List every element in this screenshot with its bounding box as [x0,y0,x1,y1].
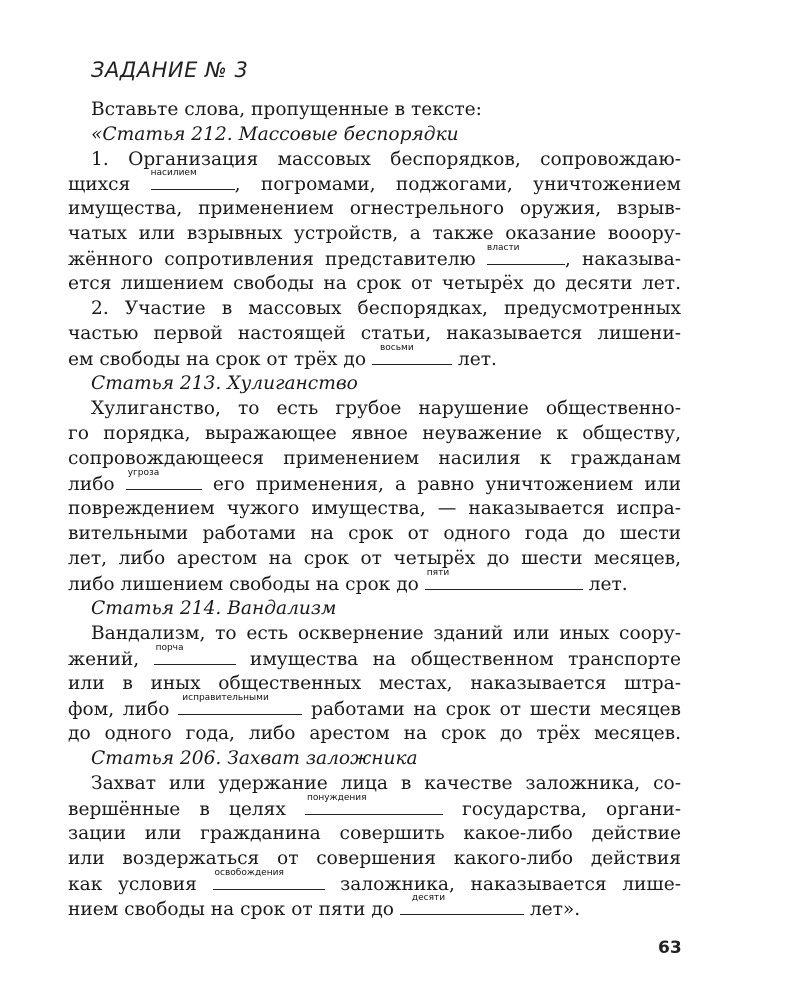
fill-in-blank[interactable] [425,568,583,590]
fill-in-blank[interactable] [178,693,302,715]
article-206-heading: Статья 206. Захват заложника [91,748,418,769]
article-213-line-7: лет, либо арестом на срок от четырёх до шести месяцев, [68,548,681,569]
article-212-line-1: 1. Организация массовых беспорядков, сопровождаю- [91,149,681,170]
instruction: Вставьте слова, пропущенные в тексте: [91,99,482,120]
handwritten-answer: восьми [379,343,414,353]
article-206-line-6: нием свободы на срок от пяти до десяти лет». [68,893,581,920]
article-212-line-6: ется лишением свободы на срок от четырёх до десяти лет. [68,273,681,294]
fill-in-blank[interactable] [213,868,325,890]
article-212-line-3: имущества, применением огнестрельного оружия, взрыв- [68,198,681,219]
handwritten-answer: пяти [426,568,450,578]
handwritten-answer: насилием [150,168,197,178]
article-212-line-8: частью первой настоящей статьи, наказывается лишени- [68,323,681,344]
article-213-line-3: сопровождающееся применением насилия к гражданам [68,448,681,469]
article-212-heading: «Статья 212. Массовые беспорядки [91,124,459,145]
article-214-line-4: фом, либо исправительными работами на срок от шести месяцев [68,693,682,720]
handwritten-answer: освобождения [214,868,284,878]
article-213-line-4: либо угроза его применения, а равно уничтожением или [68,468,681,495]
fill-in-blank[interactable] [126,468,202,490]
article-213-line-5: повреждением чужого имущества, — наказывается испра- [68,498,681,519]
article-206-line-4: или воздержаться от совершения какого-либо действия [68,848,681,869]
task-title: ЗАДАНИЕ № 3 [91,58,249,82]
article-213-heading: Статья 213. Хулиганство [91,373,358,394]
article-214-line-1: Вандализм, то есть осквернение зданий или иных соору- [91,623,681,644]
handwritten-answer: исправительными [182,693,269,703]
handwritten-answer: угроза [127,468,160,478]
article-213-line-6: вительными работами на срок от одного года до шести [68,523,681,544]
handwritten-answer: десяти [411,893,446,903]
fill-in-blank[interactable] [150,168,235,190]
article-214-heading: Статья 214. Вандализм [91,598,337,619]
article-212-line-4: чатых или взрывных устройств, а также оказание вооору- [68,223,681,244]
article-212-line-9: ем свободы на срок от трёх до восьми лет. [68,343,497,370]
article-214-line-3: или в иных общественных местах, наказывается штра- [68,673,681,694]
handwritten-answer: власти [486,243,520,253]
article-213-line-8: либо лишением свободы на срок до пяти лет. [68,568,628,595]
handwritten-answer: порча [155,643,184,653]
article-213-line-2: го порядка, выражающее явное неуважение к обществу, [68,423,681,444]
page-number: 63 [658,938,682,958]
article-206-line-1: Захват или удержание лица в качестве заложника, со- [91,773,681,794]
article-206-line-2: вершённые в целях понуждения государства, органи- [68,793,681,820]
handwritten-answer: понуждения [306,793,367,803]
fill-in-blank[interactable] [154,643,236,665]
article-212-line-5: жённого сопротивления представителю власти , наказыва- [68,243,681,270]
article-214-line-5: до одного года, либо арестом на срок до трёх месяцев. [68,723,681,744]
fill-in-blank[interactable] [486,243,565,265]
article-213-line-1: Хулиганство, то есть грубое нарушение общественно- [91,398,681,419]
article-206-line-5: как условия освобождения заложника, наказывается лише- [68,868,681,895]
article-212-line-7: 2. Участие в массовых беспорядках, предусмотренных [91,298,681,319]
article-206-line-3: зации или гражданина совершить какое-либо действие [68,823,681,844]
fill-in-blank[interactable] [400,893,524,915]
article-212-line-2: щихся насилием , погромами, поджогами, уничтожением [68,168,681,195]
fill-in-blank[interactable] [372,343,452,365]
article-214-line-2: жений, порча имущества на общественном транспорте [68,643,681,670]
fill-in-blank[interactable] [305,793,443,815]
